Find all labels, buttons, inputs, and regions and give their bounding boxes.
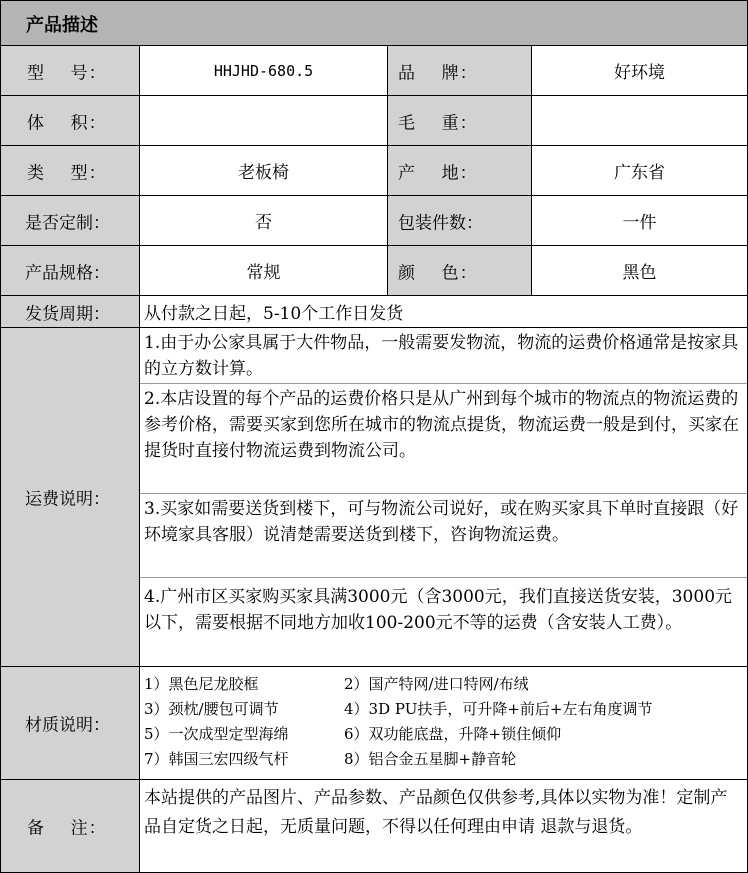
volume-value xyxy=(140,96,388,146)
material-item-5: 5）一次成型定型海绵 xyxy=(144,725,289,743)
delivery-label-cell xyxy=(1,296,140,328)
material-row-1 xyxy=(144,672,747,697)
material-list xyxy=(140,667,747,780)
size-value: 常规 xyxy=(140,246,388,296)
type-value: 老板椅 xyxy=(140,146,388,196)
shipping-item-3: 3.买家如需要送货到楼下，可与物流公司说好，或在购买家具下单时直接跟（好环境家具客服）说清楚需要送货到楼下，咨询物流运费。 xyxy=(140,494,747,578)
package-label: 包装件数： xyxy=(398,213,483,233)
weight-label-cell xyxy=(388,96,532,146)
shipping-item-4: 4.广州市区买家购买家具满3000元（含3000元，我们直接送货安装，3000元以下，需要根据不同地方加收100-200元不等的运费（含安装人工费）。 xyxy=(140,578,747,667)
material-item-7: 7）韩国三宏四级气杆 xyxy=(144,750,289,768)
weight-label: 毛 重： xyxy=(398,113,478,133)
material-row-2 xyxy=(144,697,747,722)
brand-value: 好环境 xyxy=(532,46,747,96)
shipping-label-cell xyxy=(1,328,140,667)
origin-value: 广东省 xyxy=(532,146,747,196)
size-label-cell xyxy=(1,246,140,296)
remark-label-cell xyxy=(1,780,140,872)
origin-label-cell xyxy=(388,146,532,196)
model-label-cell xyxy=(1,46,140,96)
color-label-cell xyxy=(388,246,532,296)
weight-value xyxy=(532,96,747,146)
model-value: HHJHD-680.5 xyxy=(140,46,388,96)
custom-value: 否 xyxy=(140,196,388,246)
custom-label: 是否定制： xyxy=(25,213,110,233)
color-label: 颜 色： xyxy=(398,263,478,283)
type-label-cell xyxy=(1,146,140,196)
section-title: 产品描述 xyxy=(26,15,98,36)
type-label: 类 型： xyxy=(27,163,107,183)
size-label: 产品规格： xyxy=(25,263,110,283)
delivery-label: 发货周期： xyxy=(25,304,110,324)
delivery-value: 从付款之日起，5-10个工作日发货 xyxy=(140,296,747,328)
remark-value: 本站提供的产品图片、产品参数、产品颜色仅供参考,具体以实物为准！定制产品自定货之日起，无质量问题，不得以任何理由申请 退款与退货。 xyxy=(144,788,728,837)
remark-label: 备 注： xyxy=(27,818,107,839)
section-header xyxy=(1,1,747,46)
shipping-label: 运费说明： xyxy=(25,489,110,510)
package-label-cell xyxy=(388,196,532,246)
material-label: 材质说明： xyxy=(25,715,110,736)
volume-label: 体 积： xyxy=(27,113,107,133)
model-label: 型 号： xyxy=(27,63,107,83)
shipping-content xyxy=(140,328,747,667)
material-item-6: 6）双功能底盘，升降+锁住倾仰 xyxy=(344,725,562,743)
material-row-3 xyxy=(144,722,747,747)
brand-label-cell xyxy=(388,46,532,96)
brand-label: 品 牌： xyxy=(398,63,478,83)
material-item-1: 1）黑色尼龙胶框 xyxy=(144,675,259,693)
shipping-item-1: 1.由于办公家具属于大件物品，一般需要发物流，物流的运费价格通常是按家具的立方数计算。 xyxy=(140,328,747,384)
shipping-item-2: 2.本店设置的每个产品的运费价格只是从广州到每个城市的物流点的物流运费的参考价格，需要买家到您所在城市的物流点提货，物流运费一般是到付，买家在提货时直接付物流运费到物流公司。 xyxy=(140,384,747,494)
origin-label: 产 地： xyxy=(398,163,478,183)
material-item-8: 8）铝合金五星脚+静音轮 xyxy=(344,750,517,768)
material-item-3: 3）颈枕/腰包可调节 xyxy=(144,700,279,718)
color-value: 黑色 xyxy=(532,246,747,296)
volume-label-cell xyxy=(1,96,140,146)
material-item-2: 2）国产特网/进口特网/布绒 xyxy=(344,675,529,693)
material-item-4: 4）3D PU扶手，可升降+前后+左右角度调节 xyxy=(344,700,653,718)
material-row-4 xyxy=(144,747,747,772)
package-value: 一件 xyxy=(532,196,747,246)
custom-label-cell xyxy=(1,196,140,246)
material-label-cell xyxy=(1,667,140,780)
